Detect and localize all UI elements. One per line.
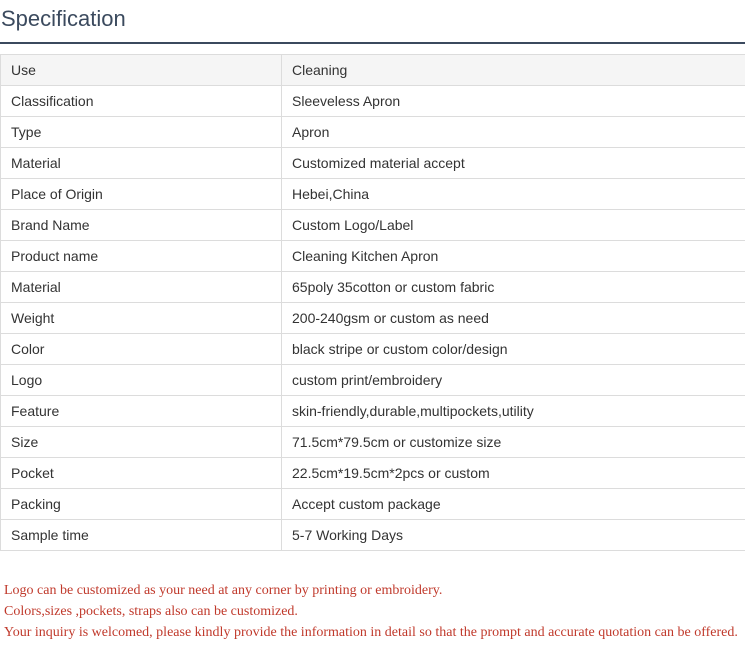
spec-value: 65poly 35cotton or custom fabric <box>282 272 745 303</box>
table-row <box>1 427 745 458</box>
note-line: Logo can be customized as your need at any corner by printing or embroidery. <box>4 583 443 598</box>
table-row <box>1 55 745 86</box>
spec-label: Size <box>1 427 282 458</box>
table-row <box>1 210 745 241</box>
table-row <box>1 303 745 334</box>
spec-value: Apron <box>282 117 745 148</box>
spec-value: Cleaning Kitchen Apron <box>282 241 745 272</box>
spec-value: Cleaning <box>282 55 745 86</box>
spec-value: 5-7 Working Days <box>282 520 745 551</box>
note-line: Colors,sizes ,pockets, straps also can be customized. <box>4 604 298 619</box>
table-row <box>1 241 745 272</box>
spec-label: Material <box>1 148 282 179</box>
page-title: Specification <box>1 6 126 31</box>
spec-value: black stripe or custom color/design <box>282 334 745 365</box>
spec-value: Hebei,China <box>282 179 745 210</box>
spec-label: Material <box>1 272 282 303</box>
spec-value: custom print/embroidery <box>282 365 745 396</box>
spec-value: skin-friendly,durable,multipockets,utility <box>282 396 745 427</box>
spec-label: Place of Origin <box>1 179 282 210</box>
table-row <box>1 179 745 210</box>
table-row <box>1 520 745 551</box>
spec-label: Color <box>1 334 282 365</box>
page-header <box>0 0 745 44</box>
spec-label: Classification <box>1 86 282 117</box>
spec-value: Custom Logo/Label <box>282 210 745 241</box>
spec-value: Sleeveless Apron <box>282 86 745 117</box>
spec-label: Packing <box>1 489 282 520</box>
table-row <box>1 334 745 365</box>
spec-value: Customized material accept <box>282 148 745 179</box>
table-row <box>1 396 745 427</box>
table-row <box>1 365 745 396</box>
spec-value: 200-240gsm or custom as need <box>282 303 745 334</box>
table-row <box>1 117 745 148</box>
spec-label: Sample time <box>1 520 282 551</box>
notes-section <box>4 580 745 643</box>
spec-value: 22.5cm*19.5cm*2pcs or custom <box>282 458 745 489</box>
table-row <box>1 86 745 117</box>
spec-label: Product name <box>1 241 282 272</box>
table-row <box>1 148 745 179</box>
note-line: Your inquiry is welcomed, please kindly provide the information in detail so that the prompt and accurate quotation can be offered. <box>4 625 738 640</box>
table-row <box>1 272 745 303</box>
table-row <box>1 458 745 489</box>
spec-value: 71.5cm*79.5cm or customize size <box>282 427 745 458</box>
spec-label: Pocket <box>1 458 282 489</box>
spec-label: Logo <box>1 365 282 396</box>
spec-label: Type <box>1 117 282 148</box>
table-row <box>1 489 745 520</box>
spec-label: Brand Name <box>1 210 282 241</box>
spec-label: Feature <box>1 396 282 427</box>
spec-value: Accept custom package <box>282 489 745 520</box>
spec-label: Weight <box>1 303 282 334</box>
spec-table <box>0 54 745 551</box>
spec-label: Use <box>1 55 282 86</box>
